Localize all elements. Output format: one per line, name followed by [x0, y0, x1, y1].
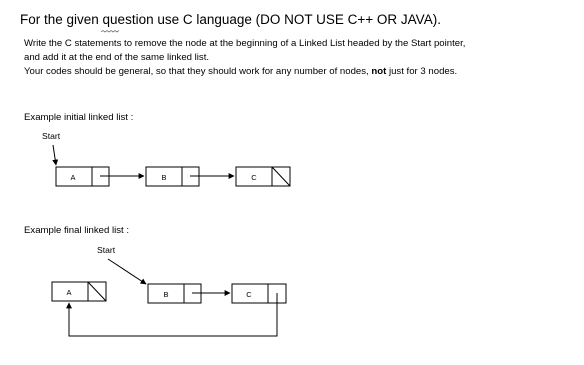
spellcheck-squiggle [101, 31, 119, 33]
final-node-a-label: A [66, 288, 72, 297]
final-start-pointer [108, 259, 146, 284]
instruction-line-1: Write the C statements to remove the node at the beginning of a Linked List headed by the Start pointer, [24, 38, 466, 49]
final-c-to-a-link [69, 293, 277, 336]
initial-example-label: Example initial linked list : [24, 112, 134, 123]
emphasis-not: not [371, 66, 387, 77]
question-title: For the given question use C language (DO NOT USE C++ OR JAVA). [20, 12, 441, 27]
final-start-label: Start [97, 245, 116, 255]
instruction-line-2: and add it at the end of the same linked list. [24, 52, 210, 63]
final-node-c-label: C [246, 290, 252, 299]
initial-start-pointer [53, 145, 56, 165]
initial-null-slash [272, 167, 290, 186]
initial-node-a-label: A [70, 173, 76, 182]
initial-node-c-label: C [251, 173, 257, 182]
instruction-line-3: Your codes should be general, so that they should work for any number of nodes, not just for 3 nodes. [24, 66, 458, 77]
final-example-label: Example final linked list : [24, 225, 130, 236]
initial-start-label: Start [42, 131, 61, 141]
final-node-b-label: B [163, 290, 169, 299]
final-null-slash [88, 282, 106, 301]
initial-node-b-label: B [161, 173, 167, 182]
